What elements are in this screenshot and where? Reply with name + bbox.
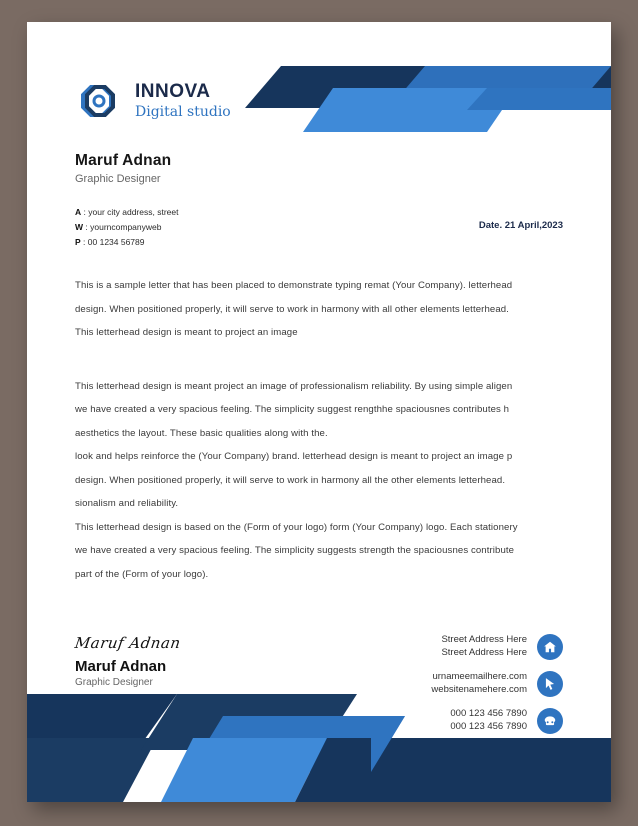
deco-shape-blue: [389, 66, 611, 108]
person-block: [75, 152, 171, 185]
contact-phone-value: : 00 1234 56789: [83, 236, 145, 247]
paragraph-line: design. When positioned properly, it will serve to work in harmony with all other elements letterhead.: [75, 303, 509, 315]
paragraph-line: sionalism and reliability.: [75, 498, 179, 509]
paragraph-line: This letterhead design is based on the (Form of your logo) form (Your Company) logo. Each stationery: [75, 521, 518, 533]
signature-script: Maruf Adnan: [73, 634, 182, 652]
contact-phone-row: [75, 235, 178, 250]
person-name: Maruf Adnan: [75, 152, 172, 169]
brand-tagline: Digital studio: [135, 103, 231, 120]
contact-phone-key: P: [75, 236, 81, 247]
home-icon[interactable]: [537, 634, 563, 660]
footer-address-line2: Street Address Here: [441, 647, 527, 658]
paragraph-line: we have created a very spacious feeling. The simplicity suggest rengthhe spaciousnes contributes h: [75, 404, 510, 415]
signature-block: [75, 634, 181, 688]
deco-shape-dark-right: [413, 66, 611, 88]
footer-contact-list: [328, 634, 563, 734]
person-role: Graphic Designer: [75, 173, 161, 185]
footer-contact-web: [328, 671, 563, 697]
letter-date: Date. 21 April,2023: [478, 220, 563, 231]
footer-email-line: urnameemailhere.com: [432, 671, 527, 683]
footer-phone-line2: 000 123 456 7890: [450, 721, 527, 732]
footer-address-line1: Street Address Here: [441, 634, 527, 646]
diamond-loop-logo-icon: [75, 77, 123, 125]
paragraph-line: look and helps reinforce the (Your Company) brand. letterhead design is meant to project an image p: [75, 451, 513, 462]
deco-bottom-dark-left: [27, 694, 177, 750]
paragraph-spacer: [75, 345, 567, 375]
letter-body: [75, 274, 567, 586]
deco-bottom-navy-right: [295, 738, 611, 802]
footer-contact-address: [328, 634, 563, 660]
deco-bottom-light-blue: [161, 738, 327, 802]
contact-web-value: : yourncompanyweb: [85, 221, 162, 232]
paragraph-line: This letterhead design is meant project an image of professionalism reliability. By using simple aligen: [75, 380, 513, 392]
contact-address-value: : your city address, street: [83, 207, 179, 217]
deco-shape-dark-left: [245, 66, 461, 108]
paragraph-line: This is a sample letter that has been placed to demonstrate typing remat (Your Company). letterhead: [75, 280, 513, 291]
footer-website-line: websitenamehere.com: [431, 684, 527, 695]
deco-bottom-dark-mid: [141, 694, 357, 750]
deco-shape-blue-2: [467, 88, 611, 110]
contact-address-row: [75, 205, 178, 220]
footer-phone-line1: 000 123 456 7890: [450, 708, 527, 720]
signature-name: Maruf Adnan: [75, 658, 167, 675]
deco-bottom-dark-left-2: [27, 738, 157, 802]
paragraph-line: design. When positioned properly, it will serve to work in harmony all the other elements letterhead.: [75, 474, 506, 486]
signature-role: Graphic Designer: [75, 677, 153, 688]
footer-contact-phone: [328, 708, 563, 734]
brand-logo: [75, 77, 231, 125]
letterhead-page: [27, 22, 611, 802]
deco-shape-light-blue: [303, 88, 517, 132]
paragraph-line: we have created a very spacious feeling. The simplicity suggests strength the spaciousnes contribute: [75, 545, 515, 556]
contact-address-key: A: [75, 207, 82, 217]
brand-name: INNOVA: [135, 80, 211, 102]
paragraph-line: part of the (Form of your logo).: [75, 568, 209, 580]
phone-icon[interactable]: [537, 708, 563, 734]
paragraph-line: This letterhead design is meant to project an image: [75, 327, 298, 338]
paragraph-line: aesthetics the layout. These basic qualities along with the.: [75, 427, 328, 439]
contact-web-key: W: [75, 221, 84, 232]
contact-block: [75, 205, 178, 250]
contact-web-row: [75, 220, 178, 235]
cursor-arrow-icon[interactable]: [537, 671, 563, 697]
